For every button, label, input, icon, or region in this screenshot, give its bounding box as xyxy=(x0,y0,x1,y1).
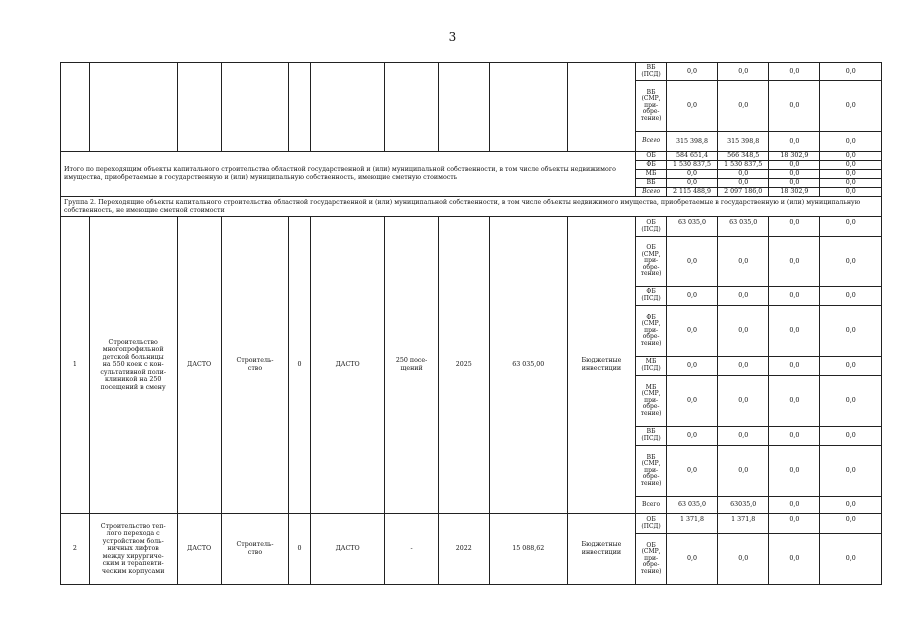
value-cell: 0,0 xyxy=(769,161,820,170)
value-cell: 0,0 xyxy=(769,357,820,376)
value-cell: 315 398,8 xyxy=(718,132,769,152)
value-cell: 1 371,8 xyxy=(666,514,717,534)
value-cell: 18 302,9 xyxy=(769,152,820,161)
value-cell: 63035,0 xyxy=(718,497,769,514)
value-cell: 0,0 xyxy=(769,534,820,585)
value-cell: 0,0 xyxy=(820,161,882,170)
object-name: Строительство теп- лого перехода с устройством боль- ничных лифтов между хирургиче- ским и терапевти- ческим корпусами xyxy=(89,514,177,585)
object-number: 2 xyxy=(61,514,90,585)
value-cell: 0,0 xyxy=(820,427,882,446)
value-cell: 0,0 xyxy=(820,534,882,585)
value-cell: 2 097 186,0 xyxy=(718,188,769,197)
value-cell: 0,0 xyxy=(769,170,820,179)
funding-source: ВБ xyxy=(636,179,667,188)
value-cell: 0,0 xyxy=(666,179,717,188)
funding-source: ФБ (ПСД) xyxy=(636,287,667,306)
value-cell: 0,0 xyxy=(820,217,882,237)
object-readiness: 0 xyxy=(289,217,310,514)
funding-source: ВБ (СМР, при- обре- тение) xyxy=(636,81,667,132)
funding-source: ОБ (СМР, при- обре- тение) xyxy=(636,237,667,287)
funding-source: МБ xyxy=(636,170,667,179)
table-row xyxy=(61,514,882,534)
value-cell: 0,0 xyxy=(769,132,820,152)
page-number: 3 xyxy=(448,30,457,44)
value-cell: 0,0 xyxy=(718,376,769,427)
object-cost: 15 088,62 xyxy=(489,514,567,585)
object-readiness: 0 xyxy=(289,514,310,585)
value-cell: 1 530 837,5 xyxy=(718,161,769,170)
value-cell: 0,0 xyxy=(666,446,717,497)
object-form: Бюджетные инвестиции xyxy=(567,514,636,585)
value-cell: 0,0 xyxy=(769,306,820,357)
value-cell: 0,0 xyxy=(820,63,882,81)
value-cell: 315 398,8 xyxy=(666,132,717,152)
value-cell: 0,0 xyxy=(718,81,769,132)
value-cell: 0,0 xyxy=(718,170,769,179)
group-header: Группа 2. Переходящие объекты капитального строительства областной государственной и (или) муниципальной собственности, в том числе объекты недвижимого имущества, приобретаемые в государственную и (или) муниципальную собственность, не имеющие сметной стоимости xyxy=(61,197,882,217)
table-row xyxy=(61,152,882,161)
value-cell: 0,0 xyxy=(666,534,717,585)
value-cell: 0,0 xyxy=(820,287,882,306)
value-cell: 0,0 xyxy=(769,376,820,427)
value-cell: 1 371,8 xyxy=(718,514,769,534)
value-cell: 0,0 xyxy=(666,170,717,179)
funding-source: ФБ xyxy=(636,161,667,170)
funding-source: ОБ (ПСД) xyxy=(636,217,667,237)
value-cell: 0,0 xyxy=(820,237,882,287)
value-cell: 0,0 xyxy=(718,237,769,287)
funding-source: ВБ (СМР, при- обре- тение) xyxy=(636,446,667,497)
value-cell: 0,0 xyxy=(769,237,820,287)
value-cell: 63 035,0 xyxy=(666,217,717,237)
funding-source: МБ (ПСД) xyxy=(636,357,667,376)
object-number: 1 xyxy=(61,217,90,514)
value-cell: 0,0 xyxy=(666,287,717,306)
funding-source: МБ (СМР, при- обре- тение) xyxy=(636,376,667,427)
funding-source: ВБ (ПСД) xyxy=(636,63,667,81)
object-customer: ДАСТО xyxy=(177,217,221,514)
value-cell: 0,0 xyxy=(769,179,820,188)
object-year: 2022 xyxy=(438,514,489,585)
value-cell: 0,0 xyxy=(769,427,820,446)
table-row xyxy=(61,197,882,217)
table-row xyxy=(61,217,882,237)
value-cell: 0,0 xyxy=(820,132,882,152)
value-cell: 0,0 xyxy=(820,357,882,376)
value-cell: 0,0 xyxy=(820,514,882,534)
value-cell: 0,0 xyxy=(718,306,769,357)
value-cell: 0,0 xyxy=(769,514,820,534)
value-cell: 18 302,9 xyxy=(769,188,820,197)
value-cell: 0,0 xyxy=(769,287,820,306)
object-cost: 63 035,00 xyxy=(489,217,567,514)
value-cell: 0,0 xyxy=(820,446,882,497)
funding-source: ОБ (СМР, при- обре- тение) xyxy=(636,534,667,585)
summary-label: Итого по переходящим объекты капитального строительства областной государственной и (или) муниципальной собственности, в том числе объекты недвижимого имущества, приобретаемые в государственную и (или) муниципальную собственность, имеющие сметную стоимость xyxy=(61,152,636,197)
object-customer: ДАСТО xyxy=(177,514,221,585)
value-cell: 0,0 xyxy=(666,306,717,357)
value-cell: 0,0 xyxy=(820,306,882,357)
value-cell: 0,0 xyxy=(718,427,769,446)
object-name: Строительство многопрофильной детской больницы на 550 коек с кон- сультативной поли- клиникой на 250 посещений в смену xyxy=(89,217,177,514)
funding-source: ВБ (ПСД) xyxy=(636,427,667,446)
value-cell: 0,0 xyxy=(718,179,769,188)
value-cell: 0,0 xyxy=(769,81,820,132)
value-cell: 63 035,0 xyxy=(718,217,769,237)
value-cell: 0,0 xyxy=(666,81,717,132)
value-cell: 0,0 xyxy=(769,497,820,514)
object-capacity: - xyxy=(385,514,438,585)
value-cell: 0,0 xyxy=(718,357,769,376)
value-cell: 0,0 xyxy=(718,63,769,81)
value-cell: 0,0 xyxy=(718,534,769,585)
value-cell: 0,0 xyxy=(666,357,717,376)
object-work-type: Строитель- ство xyxy=(221,217,289,514)
funding-source: ОБ (ПСД) xyxy=(636,514,667,534)
value-cell: 0,0 xyxy=(820,179,882,188)
object-capacity: 250 посе- щений xyxy=(385,217,438,514)
funding-source: ОБ xyxy=(636,152,667,161)
value-cell: 566 348,5 xyxy=(718,152,769,161)
value-cell: 0,0 xyxy=(820,81,882,132)
investment-table xyxy=(60,62,882,585)
value-cell: 0,0 xyxy=(769,217,820,237)
value-cell: 0,0 xyxy=(820,152,882,161)
value-cell: 0,0 xyxy=(718,446,769,497)
funding-source-total: Всего xyxy=(636,132,667,152)
value-cell: 0,0 xyxy=(820,376,882,427)
table-row xyxy=(61,63,882,81)
value-cell: 0,0 xyxy=(666,237,717,287)
value-cell: 0,0 xyxy=(769,63,820,81)
value-cell: 0,0 xyxy=(718,287,769,306)
object-form: Бюджетные инвестиции xyxy=(567,217,636,514)
value-cell: 0,0 xyxy=(820,497,882,514)
object-work-type: Строитель- ство xyxy=(221,514,289,585)
object-developer: ДАСТО xyxy=(310,217,385,514)
object-year: 2025 xyxy=(438,217,489,514)
value-cell: 2 115 488,9 xyxy=(666,188,717,197)
value-cell: 0,0 xyxy=(769,446,820,497)
funding-source-total: Всего xyxy=(636,497,667,514)
value-cell: 0,0 xyxy=(666,63,717,81)
value-cell: 584 651,4 xyxy=(666,152,717,161)
value-cell: 0,0 xyxy=(820,188,882,197)
value-cell: 63 035,0 xyxy=(666,497,717,514)
value-cell: 1 530 837,5 xyxy=(666,161,717,170)
value-cell: 0,0 xyxy=(666,376,717,427)
value-cell: 0,0 xyxy=(820,170,882,179)
funding-source: ФБ (СМР, при- обре- тение) xyxy=(636,306,667,357)
object-developer: ДАСТО xyxy=(310,514,385,585)
funding-source-total: Всего xyxy=(636,188,667,197)
value-cell: 0,0 xyxy=(666,427,717,446)
